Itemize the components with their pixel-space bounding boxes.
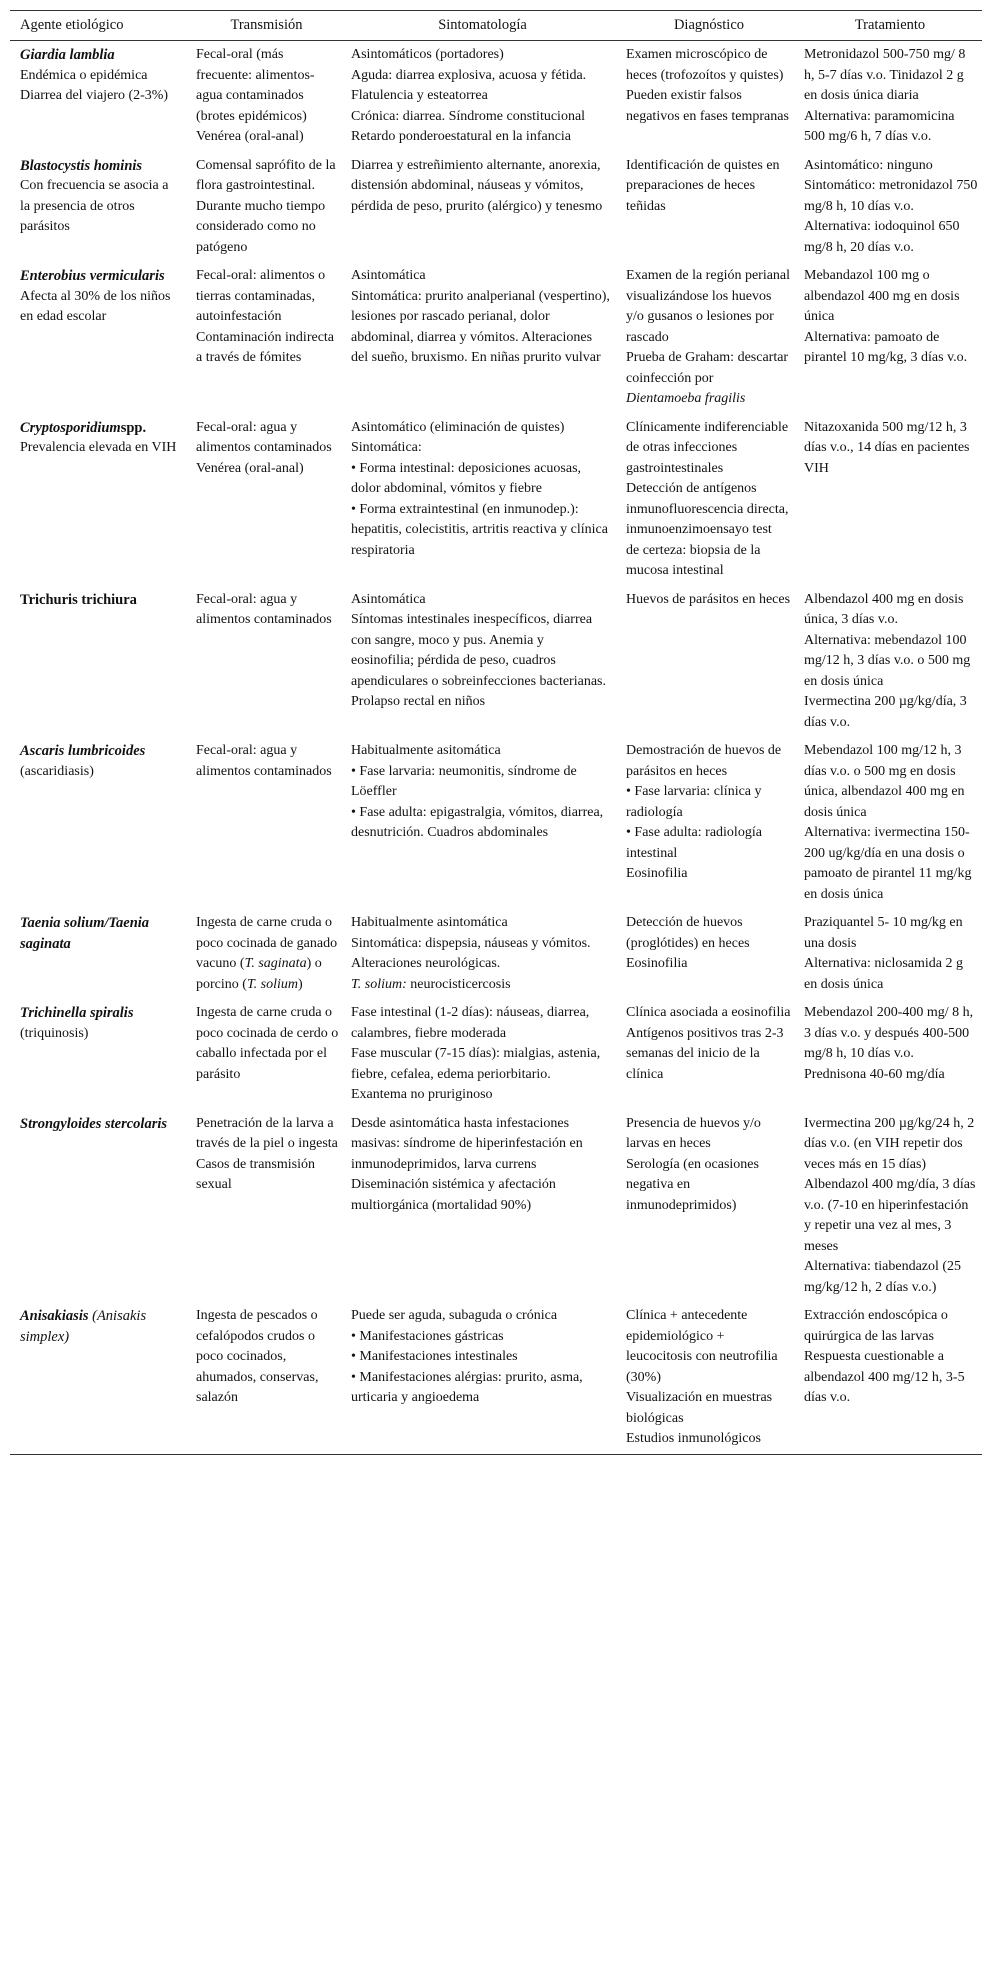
symptom-line: Diseminación sistémica y afectación multiorgánica (mortalidad 90%)	[351, 1177, 556, 1213]
diagnosis-line: Examen de la región perianal visualizándose los huevos y/o gusanos o lesiones por rascado	[626, 268, 791, 345]
symptom-line: Puede ser aguda, subaguda o crónica	[351, 1308, 558, 1323]
agent-name	[20, 45, 182, 66]
symptom-line: • Fase larvaria: neumonitis, síndrome de Löeffler	[351, 763, 577, 799]
cell-agent	[10, 586, 188, 738]
cell-diagnosis	[620, 1110, 798, 1303]
parasite-table-sheet	[10, 10, 982, 1455]
cell-treatment	[798, 262, 982, 414]
diagnosis-line: Demostración de huevos de parásitos en heces	[626, 743, 782, 779]
agent-name-text: Giardia lamblia	[20, 47, 115, 63]
cell-symptoms	[345, 1110, 620, 1303]
agent-name	[20, 1114, 182, 1135]
treatment-line: Mebandazol 100 mg o albendazol 400 mg en dosis única	[804, 268, 960, 324]
cell-treatment	[798, 152, 982, 263]
cell-agent	[10, 999, 188, 1110]
symptom-text: neurocisticercosis	[406, 976, 511, 992]
cell-diagnosis	[620, 414, 798, 586]
treatment-line: Alternativa: tiabendazol (25 mg/kg/12 h, 2 días v.o.)	[804, 1259, 962, 1295]
header-agent: Agente etiológico	[20, 17, 124, 33]
symptom-line: Síntomas intestinales inespecíficos, diarrea con sangre, moco y pus. Anemia y eosinofilia; pérdida de peso, cuadros apendiculares o sobreinfecciones bacterianas.	[351, 612, 606, 689]
agent-name	[20, 266, 182, 287]
diagnosis-line: Identificación de quistes en preparaciones de heces teñidas	[626, 157, 780, 214]
cell-treatment	[798, 41, 982, 152]
cell-treatment	[798, 586, 982, 738]
cell-agent	[10, 41, 188, 152]
diagnosis-line: Pueden existir falsos negativos en fases tempranas	[626, 88, 789, 124]
cell-transmission	[188, 909, 345, 999]
symptom-line: Habitualmente asitomática	[351, 743, 501, 758]
diagnosis-line: Eosinofilia	[626, 866, 688, 881]
cell-symptoms	[345, 262, 620, 414]
cell-diagnosis	[620, 999, 798, 1110]
cell-diagnosis	[620, 586, 798, 738]
transmission-line: Ingesta de carne cruda o poco cocinada de cerdo o caballo infectada por el parásito	[196, 1005, 339, 1082]
cell-transmission	[188, 414, 345, 586]
transmission-text: )	[298, 976, 303, 992]
cell-diagnosis	[620, 737, 798, 909]
agent-name	[20, 913, 182, 954]
cell-treatment	[798, 1302, 982, 1454]
table-row	[10, 1302, 982, 1454]
symptom-line: • Manifestaciones alérgias: prurito, asma, urticaria y angioedema	[351, 1369, 583, 1405]
treatment-line: Prednisona 40-60 mg/día	[804, 1066, 945, 1082]
cell-agent	[10, 262, 188, 414]
cell-transmission	[188, 737, 345, 909]
symptom-line: Fase intestinal (1-2 días): náuseas, diarrea, calambres, fiebre moderada	[351, 1005, 590, 1041]
agent-name-text: Trichuris trichiura	[20, 591, 137, 608]
symptom-line: Habitualmente asintomática	[351, 915, 508, 930]
cell-agent	[10, 737, 188, 909]
agent-note: Diarrea del viajero (2-3%)	[20, 88, 169, 103]
symptom-line: Retardo ponderoestatural en la infancia	[351, 129, 572, 144]
cell-diagnosis	[620, 41, 798, 152]
diagnosis-line: Examen microscópico de heces (trofozoítos y quistes)	[626, 47, 784, 83]
agent-name-suffix: spp.	[120, 419, 147, 436]
treatment-line: Ivermectina 200 µg/kg/día, 3 días v.o.	[804, 694, 967, 730]
cell-diagnosis	[620, 909, 798, 999]
table-body	[10, 41, 982, 1455]
symptom-line: • Forma extraintestinal (en inmunodep.): hepatitis, colecistitis, artritis reactiva y clínica respiratoria	[351, 501, 608, 558]
transmission-line: Penetración de la larva a través de la piel o ingesta	[196, 1115, 338, 1151]
symptom-line: • Forma intestinal: deposiciones acuosas, dolor abdominal, vómitos y fiebre	[351, 460, 582, 496]
parasite-table	[10, 10, 982, 1455]
treatment-line: Alternativa: pamoato de pirantel 10 mg/kg, 3 días v.o.	[804, 329, 968, 365]
agent-name	[20, 1306, 182, 1347]
symptom-line: Asintomático (eliminación de quistes)	[351, 419, 565, 435]
treatment-line: Nitazoxanida 500 mg/12 h, 3 días v.o., 14 días en pacientes VIH	[804, 419, 970, 476]
symptom-line: Desde asintomática hasta infestaciones masivas: síndrome de hiperinfestación en inmunodeprimidos, larva currens	[351, 1115, 583, 1172]
diagnosis-line: Huevos de parásitos en heces	[626, 591, 791, 607]
table-row	[10, 1110, 982, 1303]
symptom-line: • Manifestaciones intestinales	[351, 1349, 518, 1364]
table-row	[10, 586, 982, 738]
cell-diagnosis	[620, 152, 798, 263]
treatment-line: Alternativa: paramomicina 500 mg/6 h, 7 días v.o.	[804, 108, 955, 144]
treatment-line: Mebendazol 200-400 mg/ 8 h, 3 días v.o. y después 400-500 mg/8 h, 10 días v.o.	[804, 1005, 974, 1061]
species-name: T. solium:	[351, 976, 407, 992]
cell-agent	[10, 152, 188, 263]
cell-agent	[10, 414, 188, 586]
species-name: T. saginata	[244, 956, 307, 971]
symptom-line: Sintomática: dispepsia, náuseas y vómitos. Alteraciones neurológicas.	[351, 935, 591, 971]
cell-diagnosis	[620, 1302, 798, 1454]
cell-transmission	[188, 262, 345, 414]
treatment-line: Albendazol 400 mg/día, 3 días v.o. (7-10 en hiperinfestación y repetir una vez al mes, 3 meses	[804, 1177, 976, 1254]
diagnosis-line: Visualización en muestras biológicas	[626, 1390, 773, 1426]
transmission-line: Fecal-oral: agua y alimentos contaminados	[196, 743, 332, 779]
cell-treatment	[798, 1110, 982, 1303]
cell-transmission	[188, 1302, 345, 1454]
cell-transmission	[188, 999, 345, 1110]
table-header	[10, 11, 982, 41]
table-row	[10, 41, 982, 152]
symptom-line: Crónica: diarrea. Síndrome constitucional	[351, 108, 586, 124]
table-row	[10, 414, 982, 586]
agent-note: Afecta al 30% de los niños en edad escolar	[20, 288, 171, 324]
table-row	[10, 999, 982, 1110]
treatment-line: Extracción endoscópica o quirúrgica de las larvas	[804, 1308, 948, 1344]
agent-name	[20, 590, 182, 611]
diagnosis-line: • Fase larvaria: clínica y radiología	[626, 784, 762, 820]
agent-note: Con frecuencia se asocia a la presencia de otros parásitos	[20, 178, 169, 234]
symptom-line: Aguda: diarrea explosiva, acuosa y fétida. Flatulencia y esteatorrea	[351, 67, 587, 103]
cell-symptoms	[345, 414, 620, 586]
symptom-line: Sintomática:	[351, 440, 422, 455]
cell-treatment	[798, 909, 982, 999]
transmission-line: Contaminación indirecta a través de fómites	[196, 329, 335, 365]
agent-note: (ascaridiasis)	[20, 763, 94, 779]
diagnosis-line: Prueba de Graham: descartar coinfección por Dientamoeba fragilis	[626, 350, 789, 406]
agent-name-suffix: (Anisakis simplex)	[20, 1308, 147, 1345]
transmission-line: Venérea (oral-anal)	[196, 129, 304, 144]
table-row	[10, 262, 982, 414]
table-row	[10, 152, 982, 263]
symptom-line: • Fase adulta: epigastralgia, vómitos, diarrea, desnutrición. Cuadros abdominales	[351, 804, 604, 840]
treatment-line: Praziquantel 5- 10 mg/kg en una dosis	[804, 915, 963, 951]
agent-name-text: Strongyloides stercolaris	[20, 1115, 168, 1132]
diagnosis-line: Clínica + antecedente epidemiológico + leucocitosis con neutrofilia (30%)	[626, 1308, 778, 1385]
agent-name-text: Blastocystis hominis	[20, 157, 143, 174]
agent-note: Prevalencia elevada en VIH	[20, 440, 177, 455]
diagnosis-line: Detección de antígenos inmunofluorescencia directa, inmunoenzimoensayo test	[626, 481, 789, 537]
header-diagnosis: Diagnóstico	[673, 17, 745, 33]
cell-symptoms	[345, 586, 620, 738]
cell-symptoms	[345, 737, 620, 909]
transmission-line	[196, 913, 339, 995]
treatment-line: Mebendazol 100 mg/12 h, 3 días v.o. o 500 mg en dosis única, albendazol 400 mg en dosis única	[804, 743, 965, 820]
table-row	[10, 737, 982, 909]
cell-agent	[10, 909, 188, 999]
species-name: T. solium	[246, 976, 299, 992]
transmission-line: Comensal saprófito de la flora gastrointestinal. Durante mucho tiempo considerado como no patógeno	[196, 157, 336, 255]
agent-name-text: Ascaris lumbricoides	[20, 743, 146, 759]
cell-treatment	[798, 414, 982, 586]
treatment-line: Sintomático: metronidazol 750 mg/8 h, 10 días v.o.	[804, 178, 978, 214]
transmission-line: Ingesta de pescados o cefalópodos crudos o poco cocinados, ahumados, conservas, salazón	[196, 1308, 319, 1405]
diagnosis-line: Serología (en ocasiones negativa en inmunodeprimidos)	[626, 1156, 759, 1213]
transmission-line: Fecal-oral: agua y alimentos contaminados	[196, 419, 332, 455]
diagnosis-line: de certeza: biopsia de la mucosa intestinal	[626, 542, 761, 578]
cell-symptoms	[345, 909, 620, 999]
agent-name	[20, 156, 182, 177]
treatment-line: Asintomático: ninguno	[804, 157, 933, 173]
agent-name-text: Taenia solium/Taenia saginata	[20, 915, 150, 952]
treatment-line: Alternativa: ivermectina 150-200 ug/kg/día en una dosis o pamoato de pirantel 11 mg/kg en dosis única	[804, 825, 972, 902]
cell-transmission	[188, 152, 345, 263]
treatment-line: Alternativa: iodoquinol 650 mg/8 h, 20 días v.o.	[804, 219, 960, 255]
transmission-line: Venérea (oral-anal)	[196, 460, 304, 476]
treatment-line: Respuesta cuestionable a albendazol 400 mg/12 h, 3-5 días v.o.	[804, 1349, 965, 1405]
transmission-line: Fecal-oral: agua y alimentos contaminados	[196, 591, 332, 627]
cell-symptoms	[345, 41, 620, 152]
cell-treatment	[798, 999, 982, 1110]
diagnosis-line: Presencia de huevos y/o larvas en heces	[626, 1115, 761, 1151]
cell-symptoms	[345, 1302, 620, 1454]
symptom-line: • Manifestaciones gástricas	[351, 1328, 504, 1344]
cell-transmission	[188, 1110, 345, 1303]
agent-name-text: Anisakiasis	[20, 1308, 89, 1324]
diagnosis-line: Clínica asociada a eosinofilia	[626, 1005, 791, 1020]
transmission-line: Fecal-oral: alimentos o tierras contaminadas, autoinfestación	[196, 268, 326, 324]
cell-agent	[10, 1110, 188, 1303]
symptom-line: Diarrea y estreñimiento alternante, anorexia, distensión abdominal, náuseas y vómitos, pérdida de peso, prurito (alérgico) y tenesmo	[351, 157, 603, 214]
header-transmission: Transmisión	[230, 17, 303, 33]
cell-transmission	[188, 41, 345, 152]
cell-diagnosis	[620, 262, 798, 414]
symptom-line: Prolapso rectal en niños	[351, 694, 486, 709]
symptom-line: Sintomática: prurito analperianal (vespertino), lesiones por rascado perianal, dolor abdominal, diarrea y vómitos. Alteraciones del sueño, bruxismo. En niñas prurito vulvar	[351, 288, 610, 365]
diagnosis-line: Detección de huevos (proglótides) en heces	[626, 915, 750, 951]
cell-symptoms	[345, 152, 620, 263]
treatment-line: Ivermectina 200 µg/kg/24 h, 2 días v.o. (en VIH repetir dos veces más en 15 días)	[804, 1115, 975, 1172]
diagnosis-line: Antígenos positivos tras 2-3 semanas del inicio de la clínica	[626, 1025, 784, 1082]
symptom-line	[351, 975, 610, 996]
agent-name	[20, 418, 182, 439]
symptom-line: Asintomáticos (portadores)	[351, 47, 504, 62]
species-name: Dientamoeba fragilis	[626, 391, 746, 406]
diagnosis-line: Estudios inmunológicos	[626, 1431, 761, 1446]
treatment-line: Alternativa: niclosamida 2 g en dosis única	[804, 956, 964, 992]
header-treatment: Tratamiento	[854, 17, 926, 33]
symptom-line: Asintomática	[351, 591, 426, 607]
diagnosis-line: • Fase adulta: radiología intestinal	[626, 825, 762, 861]
treatment-line: Metronidazol 500-750 mg/ 8 h, 5-7 días v.o. Tinidazol 2 g en dosis única diaria	[804, 47, 966, 103]
cell-treatment	[798, 737, 982, 909]
symptom-line: Asintomática	[351, 268, 426, 283]
agent-note: (triquinosis)	[20, 1025, 89, 1041]
treatment-line: Alternativa: mebendazol 100 mg/12 h, 3 días v.o. o 500 mg en dosis única	[804, 632, 971, 689]
agent-name-text: Enterobius vermicularis	[20, 268, 165, 284]
agent-name	[20, 741, 182, 762]
agent-name-text: Trichinella spiralis	[20, 1005, 134, 1021]
treatment-line: Albendazol 400 mg en dosis única, 3 días v.o.	[804, 591, 964, 627]
table-row	[10, 909, 982, 999]
header-symptoms: Sintomatología	[438, 17, 527, 33]
transmission-text: Ingesta de carne cruda o poco cocinada de ganado vacuno (	[196, 915, 338, 971]
agent-name	[20, 1003, 182, 1024]
diagnosis-line: Eosinofilia	[626, 956, 688, 971]
agent-name-text: Cryptosporidium	[20, 419, 121, 436]
agent-note: Endémica o epidémica	[20, 67, 148, 83]
cell-transmission	[188, 586, 345, 738]
cell-symptoms	[345, 999, 620, 1110]
symptom-line: Fase muscular (7-15 días): mialgias, astenia, fiebre, cefalea, edema periorbitario. Exantema no pruriginoso	[351, 1046, 601, 1102]
diagnosis-line: Clínicamente indiferenciable de otras infecciones gastrointestinales	[626, 419, 789, 476]
transmission-line: Casos de transmisión sexual	[196, 1156, 315, 1192]
cell-agent	[10, 1302, 188, 1454]
transmission-line: Fecal-oral (más frecuente: alimentos-agua contaminados (brotes epidémicos)	[196, 47, 315, 124]
transmission-text: ) o porcino (	[196, 956, 322, 992]
